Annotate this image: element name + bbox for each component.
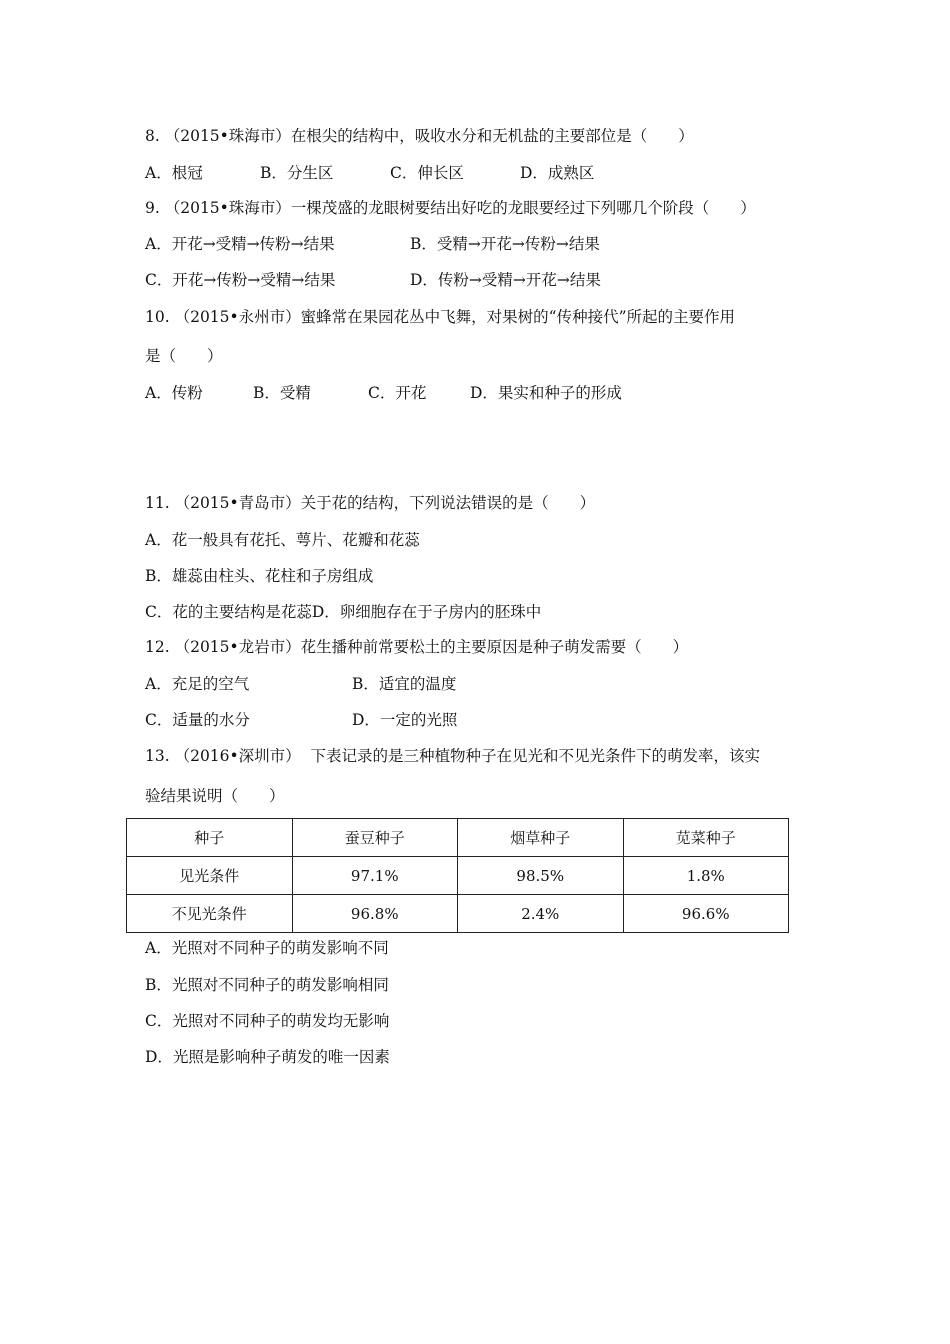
table-row: [127, 857, 789, 895]
q8-stem: 8. （2015•珠海市）在根尖的结构中，吸收水分和无机盐的主要部位是（ ）: [145, 127, 694, 145]
q8-option-d: D．成熟区: [520, 164, 595, 182]
table-cell: 见光条件: [127, 857, 293, 895]
q10-option-d: D．果实和种子的形成: [470, 384, 622, 402]
q12-option-d: D．一定的光照: [352, 711, 458, 729]
q10-option-c: C．开花: [368, 384, 427, 402]
table-cell: 96.6%: [623, 895, 789, 933]
table-header-cell: 种子: [127, 819, 293, 857]
q8-option-c: C．伸长区: [390, 164, 464, 182]
q13-option-d: D．光照是影响种子萌发的唯一因素: [145, 1048, 390, 1066]
q10-option-a: A．传粉: [145, 384, 203, 402]
table-cell: 2.4%: [458, 895, 624, 933]
germination-table: [126, 818, 789, 933]
q11-stem: 11. （2015•青岛市）关于花的结构，下列说法错误的是（ ）: [145, 494, 596, 512]
q9-option-b: B．受精→开花→传粉→结果: [410, 235, 600, 253]
table-header-cell: 烟草种子: [458, 819, 624, 857]
q10-stem-line1: 10. （2015•永州市）蜜蜂常在果园花丛中飞舞，对果树的“传种接代”所起的主要作用: [145, 308, 736, 326]
q9-option-a: A．开花→受精→传粉→结果: [145, 235, 335, 253]
table-cell: 98.5%: [458, 857, 624, 895]
table-cell: 96.8%: [292, 895, 458, 933]
q12-option-c: C．适量的水分: [145, 711, 250, 729]
q10-stem-line2: 是（ ）: [145, 347, 223, 365]
q13-stem-line1: 13. （2016•深圳市） 下表记录的是三种植物种子在见光和不见光条件下的萌发率，该实: [145, 747, 761, 765]
table-cell: 不见光条件: [127, 895, 293, 933]
q12-stem: 12. （2015•龙岩市）花生播种前常要松土的主要原因是种子萌发需要（ ）: [145, 638, 689, 656]
table-cell: 97.1%: [292, 857, 458, 895]
q9-option-d: D．传粉→受精→开花→结果: [410, 271, 601, 289]
table-row: [127, 895, 789, 933]
q13-stem-line2: 验结果说明（ ）: [145, 787, 285, 805]
q12-option-a: A．充足的空气: [145, 675, 250, 693]
q9-option-c: C．开花→传粉→受精→结果: [145, 271, 336, 289]
table-header-row: [127, 819, 789, 857]
table-header-cell: 蚕豆种子: [292, 819, 458, 857]
q12-option-b: B．适宜的温度: [352, 675, 457, 693]
q8-option-b: B．分生区: [260, 164, 334, 182]
table-header-cell: 苋菜种子: [623, 819, 789, 857]
q10-option-b: B．受精: [253, 384, 311, 402]
q8-option-a: A．根冠: [145, 164, 203, 182]
q11-option-a: A．花一般具有花托、萼片、花瓣和花蕊: [145, 531, 420, 549]
q13-option-b: B．光照对不同种子的萌发影响相同: [145, 976, 389, 994]
q13-option-a: A．光照对不同种子的萌发影响不同: [145, 939, 389, 957]
q13-option-c: C．光照对不同种子的萌发均无影响: [145, 1012, 390, 1030]
q11-option-b: B．雄蕊由柱头、花柱和子房组成: [145, 567, 374, 585]
q11-option-cd: C．花的主要结构是花蕊D．卵细胞存在于子房内的胚珠中: [145, 603, 542, 621]
q9-stem: 9. （2015•珠海市）一棵茂盛的龙眼树要结出好吃的龙眼要经过下列哪几个阶段（ ）: [145, 199, 756, 217]
table-cell: 1.8%: [623, 857, 789, 895]
